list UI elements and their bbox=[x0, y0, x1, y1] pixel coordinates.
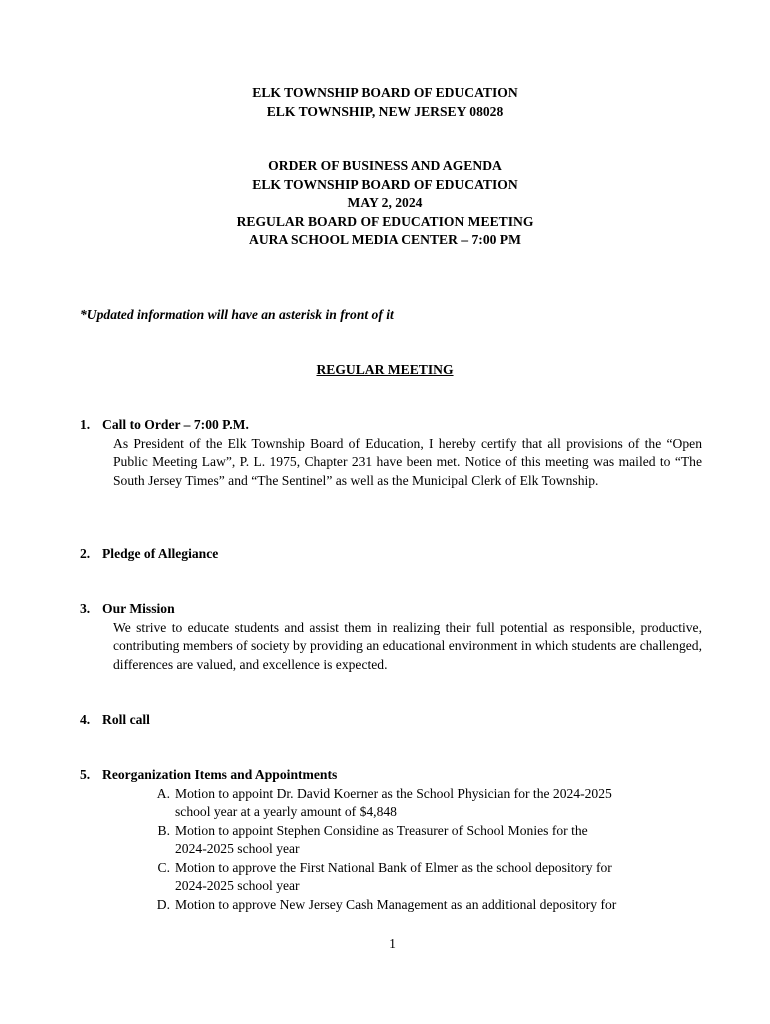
agenda-item-number: 1. bbox=[80, 417, 91, 432]
sub-item-letter: B. bbox=[157, 822, 170, 838]
sub-item-text-cont: 2024-2025 school year bbox=[175, 841, 300, 856]
agenda-item-5 bbox=[80, 766, 702, 914]
sub-item bbox=[147, 785, 672, 822]
agenda-header bbox=[0, 157, 770, 250]
section-title: REGULAR MEETING bbox=[316, 362, 454, 377]
agenda-item-number: 5. bbox=[80, 767, 91, 782]
agenda-item-heading bbox=[80, 545, 702, 564]
sub-item-text-cont: 2024-2025 school year bbox=[175, 878, 300, 893]
sub-item-text: Motion to approve the First National Bank of Elmer as the school depository for bbox=[175, 859, 612, 875]
sub-item bbox=[147, 822, 672, 859]
agenda-header-line-4: REGULAR BOARD OF EDUCATION MEETING bbox=[236, 213, 534, 229]
agenda-item-title: Call to Order – 7:00 P.M. bbox=[102, 417, 249, 432]
sub-item-letter: D. bbox=[156, 896, 170, 912]
agenda-item-number: 3. bbox=[80, 601, 91, 616]
agenda-header-line-2: ELK TOWNSHIP BOARD OF EDUCATION bbox=[252, 176, 518, 192]
agenda-item-heading bbox=[80, 766, 702, 785]
sub-item-text: Motion to approve New Jersey Cash Management as an additional depository for bbox=[175, 896, 617, 912]
sub-item-text: Motion to appoint Dr. David Koerner as the School Physician for the 2024-2025 bbox=[175, 785, 612, 801]
agenda-item-number: 2. bbox=[80, 546, 91, 561]
sub-item-list bbox=[80, 785, 702, 915]
agenda-item-title: Our Mission bbox=[102, 601, 175, 616]
sub-item-letter: C. bbox=[157, 859, 170, 875]
agenda-item-title: Pledge of Allegiance bbox=[102, 546, 219, 561]
agenda-item-heading bbox=[80, 711, 702, 730]
agenda-header-line-3: MAY 2, 2024 bbox=[347, 195, 423, 210]
update-note: *Updated information will have an asterisk in front of it bbox=[80, 307, 394, 322]
agenda-item-title: Roll call bbox=[102, 712, 150, 727]
agenda-item-body: We strive to educate students and assist them in realizing their full potential as responsible, productive, contributing members of society by providing an educational environment in which students are challenged, differences are valued, and excellence is expected. bbox=[113, 619, 702, 672]
agenda-item-body: As President of the Elk Township Board of Education, I hereby certify that all provisions of the “Open Public Meeting Law”, P. L. 1975, Chapter 231 have been met. Notice of this meeting was mailed to “The South Jersey Times” and “The Sentinel” as well as the Municipal Clerk of Elk Township. bbox=[113, 435, 702, 488]
page-number: 1 bbox=[389, 936, 396, 951]
sub-item-text: Motion to appoint Stephen Considine as Treasurer of School Monies for the bbox=[175, 822, 588, 838]
agenda-item-3 bbox=[80, 600, 702, 674]
agenda-item-title: Reorganization Items and Appointments bbox=[102, 767, 338, 782]
agenda-item-1 bbox=[80, 416, 702, 490]
agenda-item-heading bbox=[80, 416, 702, 435]
agenda-item-2 bbox=[80, 545, 702, 564]
agenda-header-line-5: AURA SCHOOL MEDIA CENTER – 7:00 PM bbox=[249, 232, 521, 247]
sub-item bbox=[147, 896, 672, 915]
sub-item-letter: A. bbox=[156, 785, 170, 801]
header-line-1: ELK TOWNSHIP BOARD OF EDUCATION bbox=[252, 85, 518, 100]
agenda-item-number: 4. bbox=[80, 712, 91, 727]
sub-item bbox=[147, 859, 672, 896]
document-header bbox=[0, 84, 770, 121]
sub-item-text-cont: school year at a yearly amount of $4,848 bbox=[175, 804, 397, 819]
agenda-item-4 bbox=[80, 711, 702, 730]
header-line-2: ELK TOWNSHIP, NEW JERSEY 08028 bbox=[266, 103, 504, 119]
agenda-header-line-1: ORDER OF BUSINESS AND AGENDA bbox=[268, 158, 502, 173]
agenda-item-heading bbox=[80, 600, 702, 619]
